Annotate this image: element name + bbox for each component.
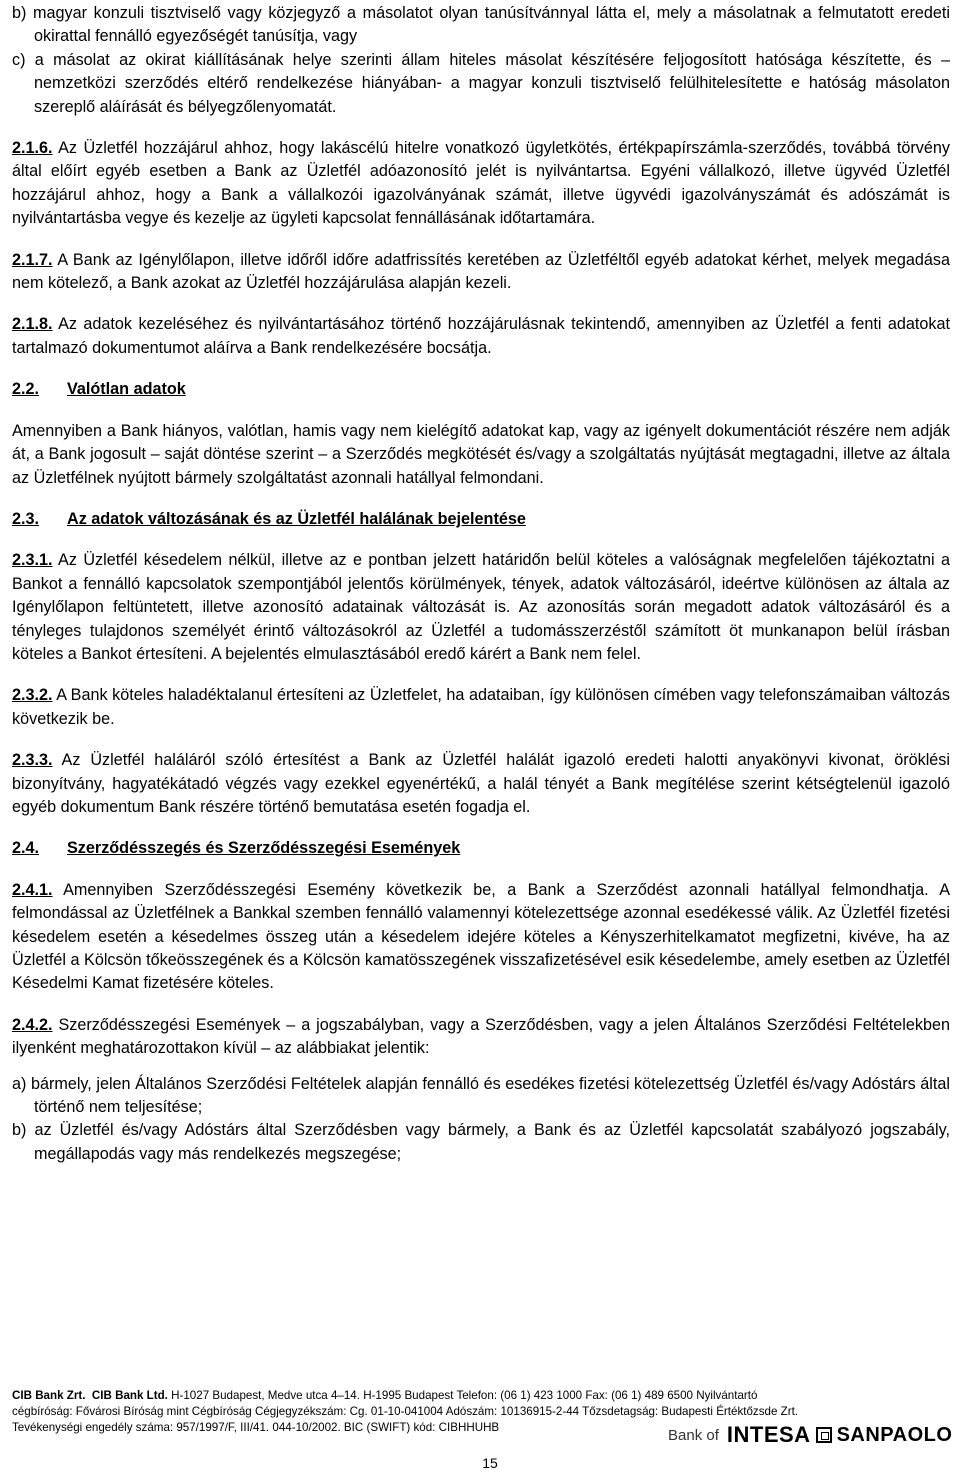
logo-sanpaolo: SANPAOLO <box>836 1423 953 1446</box>
footer-company-hu: CIB Bank Zrt. <box>12 1389 86 1402</box>
paragraph-2-1-8 <box>12 313 950 360</box>
heading-number: 2.2. <box>12 380 40 399</box>
heading-number: 2.4. <box>12 839 40 858</box>
logo-mark-icon <box>816 1427 832 1443</box>
section-number: 2.1.6. <box>12 139 53 158</box>
heading-title: Szerződésszegés és Szerződésszegési Események <box>67 839 461 858</box>
paragraph-2-1-7 <box>12 249 950 296</box>
heading-number: 2.3. <box>12 509 40 528</box>
heading-2-4 <box>12 837 950 860</box>
paragraph-2-2: Amennyiben a Bank hiányos, valótlan, hamis vagy nem kielégítő adatokat kap, vagy az igényelt dokumentációt részére nem adják át, a Bank jogosult – saját döntése szerint – a Szerződés megkötését és/vagy a szolgáltatás nyújtását megtagadni, illetve az általa az Üzletfélnek nyújtott bármely szolgáltatást azonnali hatállyal felmondani. <box>12 421 950 487</box>
heading-title: Valótlan adatok <box>67 380 186 399</box>
document-body <box>12 2 950 1166</box>
logo-intesa: INTESA <box>726 1422 811 1447</box>
paragraph-2-3-3 <box>12 749 950 819</box>
section-number: 2.1.7. <box>12 250 53 269</box>
heading-2-3 <box>12 508 950 531</box>
paragraph-2-1-6 <box>12 137 950 231</box>
section-number: 2.3.3. <box>12 751 53 770</box>
list-item-b-2: b) az Üzletfél és/vagy Adóstárs által Szerződésben vagy bármely, a Bank és az Üzletfél kapcsolatát szabályozó jogszabály, megállapodás vagy más rendelkezés megszegése; <box>12 1121 950 1163</box>
footer-line-1 <box>12 1388 950 1404</box>
paragraph-2-4-2 <box>12 1014 950 1061</box>
paragraph-text: A Bank köteles haladéktalanul értesíteni az Üzletfelet, ha adataiban, így különösen címében vagy telefonszámaiban változás következik be. <box>12 686 950 728</box>
heading-2-2 <box>12 378 950 401</box>
paragraph-text: Szerződésszegési Események – a jogszabályban, vagy a Szerződésben, vagy a jelen Általános Szerződési Feltételekben ilyenként meghatározottakon kívül – az alábbiakat jelentik: <box>12 1015 950 1058</box>
list-item-a: a) bármely, jelen Általános Szerződési Feltételek alapján fennálló és esedékes fizetési kötelezettség Üzletfél és/vagy Adóstárs által történő nem teljesítése; <box>12 1074 950 1117</box>
paragraph-2-3-1 <box>12 549 950 666</box>
paragraph-text: Amennyiben Szerződésszegési Esemény következik be, a Bank a Szerződést azonnali hatállyal felmondhatja. A felmondással az Üzletfélnek a Bankkal szemben fennálló valamennyi kötelezettsége azonnal esedékessé válik. Az Üzletfél fizetési késedelem esetén a késedelmes összeg után a késedelem idejére köteles a Kényszerhitelkamatot megfizetni, kivéve, ha az Üzletfél a Kölcsön tőkeösszegének és a Kölcsön kamatösszegének visszafizetésével esik késedelembe, amely esetben az Üzletfél Késedelmi Kamat fizetésére köteles. <box>12 880 950 993</box>
list-item-b: b) magyar konzuli tisztviselő vagy közjegyző a másolatot olyan tanúsítvánnyal látta el, mely a másolatnak a felmutatott eredeti okirattal fennálló egyezőségét tanúsítja, vagy <box>12 4 950 46</box>
paragraph-text: Az Üzletfél késedelem nélkül, illetve az e pontban jelzett határidőn belül köteles a valóságnak megfelelően tájékoztatni a Bankot a fennálló kapcsolatok szempontjából jelentős körülmények, tények, adatok változásáról, ideértve különösen az általa az Igénylőlapon feltüntetett, illetve azonosító adatainak változását is. Az azonosítás során megadott adatok változásáról és a tényleges tulajdonos személyét érintő változásokról az Üzletfél a tudomásszerzéstől számított öt munkanapon belül írásban köteles a Bankot értesíteni. A bejelentés elmulasztásából eredő kárért a Bank nem felel. <box>12 551 950 663</box>
heading-title: Az adatok változásának és az Üzletfél halálának bejelentése <box>67 509 526 528</box>
footer-line-2: cégbíróság: Fővárosi Bíróság mint Cégbíróság Cégjegyzékszám: Cg. 01-10-041004 Adószám: 10136915-2-44 Tőzsdetagság: Budapesti Értéktőzsde Zrt. <box>12 1405 799 1418</box>
section-number: 2.4.1. <box>12 880 53 899</box>
paragraph-2-4-1 <box>12 879 950 996</box>
footer-address: H-1027 Budapest, Medve utca 4–14. H-1995 Budapest Telefon: (06 1) 423 1000 Fax: (06 1) 489 6500 Nyilvántartó <box>167 1389 758 1402</box>
footer-line-3: Tevékenységi engedély száma: 957/1997/F, III/41. 044-10/2002. BIC (SWIFT) kód: CIBHHUHB <box>12 1421 500 1434</box>
logo-bank-of: Bank of <box>668 1426 719 1444</box>
intesa-sanpaolo-logo <box>668 1420 958 1450</box>
section-number: 2.3.1. <box>12 551 53 570</box>
section-number: 2.4.2. <box>12 1015 53 1034</box>
paragraph-text: A Bank az Igénylőlapon, illetve időről időre adatfrissítés keretében az Üzletféltől egyéb adatokat kérhet, melyek megadása nem kötelező, a Bank azokat az Üzletfél hozzájárulása alapján kezeli. <box>12 250 950 293</box>
list-item-c: c) a másolat az okirat kiállításának helye szerinti állam hiteles másolat készítésére feljogosított hatósága készítette, és – nemzetközi szerződés eltérő rendelkezése hiányában- a magyar konzuli tisztviselő felülhitelesítette e hatóság másolaton szereplő aláírását és bélyegzőlenyomatát. <box>12 50 950 116</box>
section-number: 2.1.8. <box>12 315 53 334</box>
paragraph-text: Az Üzletfél hozzájárul ahhoz, hogy lakáscélú hitelre vonatkozó ügyletkötés, értékpapírszámla-szerződés, továbbá törvény által előírt egyéb esetben a Bank az Üzletfél adóazonosító jelét is nyilvántartsa. Egyéni vállalkozó, illetve ügyvéd Üzletfél hozzájárul ahhoz, hogy a Bank a vállalkozói igazolványának számát, illetve ügyvédi igazolványszámát és adószámát is nyilvántartásba vegye és kezelje az ügyleti kapcsolat fennállásának időtartamára. <box>12 139 950 228</box>
paragraph-text: Az Üzletfél haláláról szóló értesítést a Bank az Üzletfél halálát igazoló eredeti halotti anyakönyvi kivonat, öröklési bizonyítvány, hagyatékátadó végzés vagy ezekkel egyenértékű, a halál tényét a Bank megítélése szerint kétségtelenül igazoló egyéb dokumentum Bank részére történő bemutatása esetén fogadja el. <box>12 751 950 816</box>
section-number: 2.3.2. <box>12 686 53 705</box>
footer-company-en: CIB Bank Ltd. <box>91 1389 168 1402</box>
paragraph-2-3-2 <box>12 684 950 731</box>
page-number: 15 <box>482 1455 498 1471</box>
paragraph-text: Az adatok kezeléséhez és nyilvántartásához történő hozzájárulásnak tekintendő, amennyiben az Üzletfél a fenti adatokat tartalmazó dokumentumot aláírva a Bank rendelkezésére bocsátja. <box>12 315 950 357</box>
